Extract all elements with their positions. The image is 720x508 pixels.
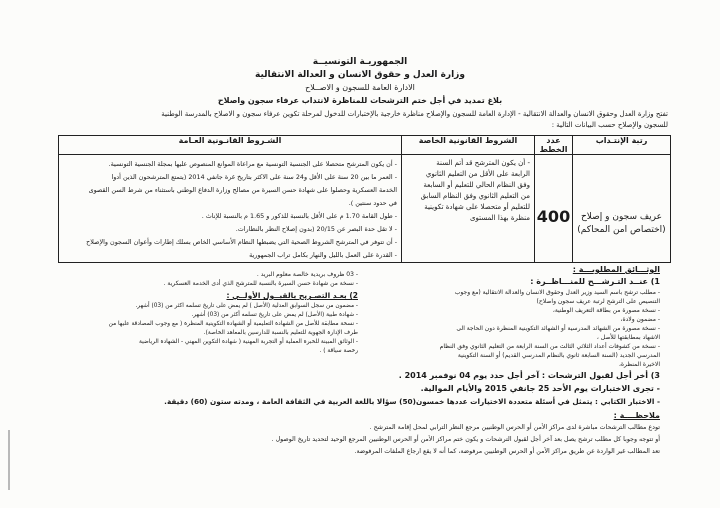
special-condition-line: وفق النظام الحالي للتعليم أو السابعة: [423, 181, 530, 189]
general-condition-line: - القدرة على العمل بالليل والنهار بكامل تراب الجمهورية: [249, 251, 397, 259]
list-item: - نسخة من شهادة حسن السيرة بالنسبة للمترشح الذي أدى الخدمة العسكرية .: [163, 280, 358, 287]
rank-title: عريف سجون و إصلاح: [580, 212, 663, 222]
general-conditions-cell: [59, 155, 402, 263]
list-item: - نسخة مصورة من الشهائد المدرسية أو الشهائد التكوينية المنظرة دون الحاجة الى: [456, 325, 660, 332]
notice-title: بلاغ تمديد في أجل ختم الترشحات للمناظرة لانتداب عرفاء سجون واصلاح: [217, 96, 503, 105]
special-condition-line: - أن يكون المترشح قد أتم السنة: [436, 159, 530, 167]
exam-description-line: - الاختبار الكتابي : يتمثل في أسئلة متعددة الاختيارات عددها خمسون(50) سؤالا باللغة العربية في الثقافة العامة ، ومدته ستون (60) دقيقة.: [164, 397, 660, 406]
general-condition-line: - لا تقل حدة البصر عن 20/15 (بدون إصلاح النظر بالنظارات.: [235, 225, 397, 233]
header-positions: عدد الخطط: [535, 136, 573, 155]
list-item: - شهادة طبية (الأصل) لم يمض على تاريخ تسلمه أكثر من (03) أشهر.: [191, 312, 358, 318]
list-item: - نسخة مصورة من بطاقة التعريف الوطنية،: [552, 307, 660, 314]
deadline-line: 3) أخر أجل لقبول الترشحات : آخر أجل حدد يوم 04 نوفمبر 2014 .: [398, 371, 660, 380]
general-condition-line: - أن يكون المترشح متحصلا على الجنسية التونسية مع مراعاة الموانع المنصوص عليها بمجلة الجنسية التونسية.: [108, 160, 397, 168]
list-item: - نسخة من كشوفات أعداد الثلاثي الثالث من السنة الرابعة من التعليم الثانوي وفق النظام: [439, 343, 660, 350]
list-item: تعد المطالب غير الواردة عن طريق مراكز الأمن أو الحرس الوطنيين مرفوضة، كما أنه لا يقع ارجاع الملفات المرفوضة.: [354, 448, 660, 455]
docs-title: الوثـــائق المطلوبـــة :: [572, 265, 660, 274]
header-ministry: وزارة العدل و حقوق الانسان و العدالة الانتقالية: [255, 70, 465, 80]
notes-title: ملاحظــــة :: [613, 411, 660, 420]
list-item: أو تتوجه وجوبا كل مطلب ترشح يصل بعد آخر أجل لقبول الترشحات و يكون ختم مراكز الأمن أو الحرس الوطنيين المرجع الوحيد لتحديد تاريخ الوصول .: [271, 436, 660, 443]
list-item: طرف الإدارة الجهوية للتعليم بالنسبة للدارسين بالمعاهد الخاصة).: [203, 330, 358, 336]
list-item: - نسخة مطابقة للأصل من الشهادة التعليمية أو الشهادة التكوينية المنظرة ( مع وجوب المصادقة عليها من: [108, 321, 358, 327]
general-condition-line: - أن تتوفر في المترشح الشروط الصحية التي يضبطها النظام الأساسي الخاص بسلك إطارات وأعوان السجون والإصلاح: [86, 238, 397, 246]
general-condition-line: - طول القامة 1.70 م على الأقل بالنسبة للذكور و 1.65 م بالنسبة للإناث .: [201, 212, 397, 220]
special-conditions-cell: [402, 155, 535, 263]
list-item: الاخيرة المنظرة،: [618, 361, 660, 368]
intro-line-1: تفتح وزارة العدل وحقوق الانسان والعدالة الانتقالية - الإدارة العامة للسجون والإصلاح مناظرة خارجية بالإختبارات للدخول لمرحلة تكوين عرفاء سجون و الاصلاح بالمدرسة الوطنية: [161, 110, 668, 118]
special-condition-line: منظرة بهذا المستوى: [470, 214, 530, 222]
special-condition-line: للتعليم أو متحصلا على شهادة تكوينية: [424, 203, 530, 211]
list-item: - مضمون من سجل السوابق العدلية (الأصل ) لم يمض على تاريخ تسلمه اكثر من (03) أشهر.: [135, 303, 358, 309]
positions-cell: [535, 155, 573, 263]
general-condition-line: في حدود سنتين ).: [348, 199, 397, 207]
scan-edge-mark: [8, 430, 42, 490]
list-item: تودع مطالب الترشحات مباشرة لدى مراكز الأمن أو الحرس الوطنيين مرجع النظر الترابي لمحل إقامة المترشح .: [369, 424, 660, 431]
list-item: - مضمون ولادة،: [620, 316, 660, 323]
general-condition-line: الخدمة العسكرية وحصلوا على شهادة حسن السيرة من مصالح وزارة الدفاع الوطني باستثناء من شرط السن القصوى: [88, 186, 397, 194]
intro-line-2: للسجون والإصلاح حسب البيانات التالية :: [551, 121, 668, 129]
list-item: - الوثائق المبينة للخبرة العملية أو التجربة المهنية ( شهادة التكوين المهني - الشهادة الرياضية: [138, 339, 358, 345]
header-country: الجمهوريـة التونسيــة: [312, 57, 408, 67]
positions-count: 400: [536, 207, 571, 226]
docs-section1-title: 1) عنــد التـرشـــح للمنـــاظــرة :: [530, 277, 660, 286]
list-item: التنصيص على الترشح لرتبة عريف سجون واصلاح): [536, 298, 660, 305]
special-condition-line: الرابعة على الأقل من التعليم الثانوي: [425, 170, 530, 178]
header-directorate: الادارة العامة للسجون و الاصــلاح: [305, 83, 415, 92]
list-item: المدرسي الجديد (السنة السابعة ثانوي بالنظام المدرسي القديم) أو السنة التكوينية: [457, 352, 660, 359]
rank-specialty: (اختصاص امن المحاكم): [577, 225, 666, 235]
special-condition-line: من التعليم الثانوي وفق النظام السابق: [420, 192, 530, 200]
general-condition-line: - العمر ما بين 20 سنة على الأقل و24 سنة على الاكثر بتاريخ غرة جانفي 2014 (يتمتع المترشحون الذين أدوا: [111, 173, 397, 181]
list-item: - 03 ظروف بريدية خالصة معلوم البريد .: [256, 271, 358, 278]
header-rank: رتبة الإنتـداب: [573, 136, 671, 155]
list-item: الاشهاد بمطابقتها للأصل ،: [596, 334, 660, 341]
header-special-conditions: الشروط القانونية الخاصة: [402, 136, 535, 155]
rank-cell: [573, 155, 671, 263]
exam-date-line: - تجرى الاختبارات يوم الأحد 25 جانفي 2015 والأيام الموالية.: [420, 384, 660, 393]
table-row: [59, 155, 671, 263]
table-header-row: [59, 136, 671, 155]
conditions-table: [58, 135, 671, 263]
list-item: - مطلب ترشح باسم السيد وزير العدل وحقوق الانسان والعدالة الانتقالية (مع وجوب: [454, 289, 660, 296]
docs-section2-title: 2) بعـد التصـريح بالقبــول الأولــي :: [226, 291, 358, 300]
list-item: رخصة سياقة ) .: [319, 348, 358, 354]
header-general-conditions: الشـروط القانـونية العـامة: [59, 136, 402, 155]
